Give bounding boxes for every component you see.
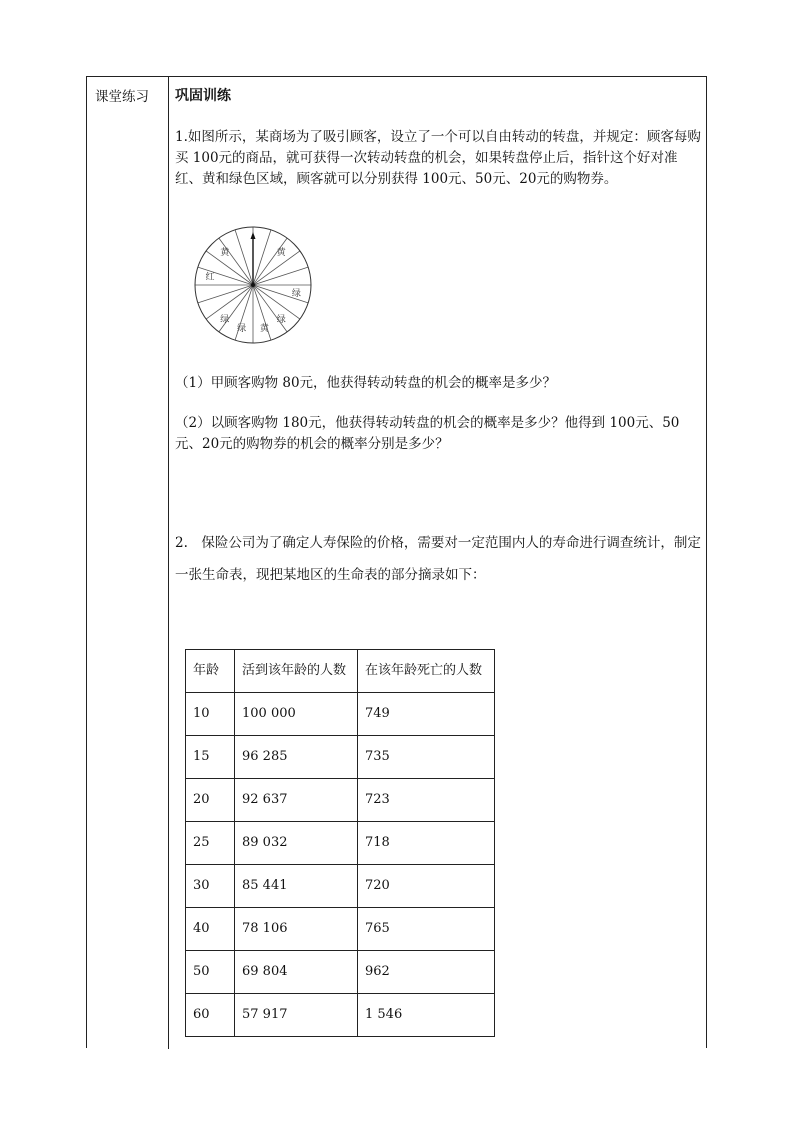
header-deaths: 在该年龄死亡的人数 — [358, 650, 495, 693]
life-table-header-row — [186, 650, 495, 693]
table-row — [186, 865, 495, 908]
spinner-divider-line — [198, 285, 253, 303]
table-row — [186, 994, 495, 1037]
table-row — [186, 693, 495, 736]
spinner-pointer-head — [251, 232, 256, 239]
spinner-divider-line — [206, 285, 253, 319]
spinner-divider-line — [253, 230, 271, 285]
problem2-text: 2. 保险公司为了确定人寿保险的价格，需要对一定范围内人的寿命进行调查统计，制定一张生命表，现把某地区的生命表的部分摘录如下： — [175, 535, 701, 583]
spinner-sector-label: 黄 — [276, 247, 286, 258]
problem1-question2: （2）以顾客购物 180元，他获得转动转盘的机会的概率是多少？他得到 100元、50元、20元的购物券的机会的概率分别是多少？ — [175, 415, 680, 452]
life-table — [185, 649, 495, 1037]
section-label: 课堂练习 — [95, 89, 149, 105]
header-survivors: 活到该年龄的人数 — [235, 650, 358, 693]
problem1-question1: （1）甲顾客购物 80元，他获得转动转盘的机会的概率是多少？ — [175, 375, 557, 391]
spinner-sector-label: 红 — [205, 272, 215, 283]
column-divider — [168, 77, 169, 1049]
cell-deaths: 723 — [358, 779, 495, 822]
cell-deaths: 1 546 — [358, 994, 495, 1037]
spinner-divider-line — [235, 230, 253, 285]
table-row — [186, 951, 495, 994]
cell-deaths: 962 — [358, 951, 495, 994]
spinner-sector-label: 绿 — [276, 315, 286, 326]
cell-age: 10 — [186, 693, 235, 736]
spinner-hub — [251, 283, 255, 287]
cell-deaths: 720 — [358, 865, 495, 908]
cell-survivors: 100 000 — [235, 693, 358, 736]
worksheet-table — [86, 76, 707, 1048]
cell-deaths: 718 — [358, 822, 495, 865]
cell-survivors: 96 285 — [235, 736, 358, 779]
cell-survivors: 92 637 — [235, 779, 358, 822]
section-title: 巩固训练 — [175, 88, 231, 104]
cell-deaths: 735 — [358, 736, 495, 779]
table-row — [186, 908, 495, 951]
cell-age: 20 — [186, 779, 235, 822]
cell-survivors: 69 804 — [235, 951, 358, 994]
spinner-divider-line — [253, 267, 308, 285]
header-age: 年龄 — [186, 650, 235, 693]
spinner-divider-line — [219, 238, 253, 285]
cell-age: 30 — [186, 865, 235, 908]
spinner-divider-line — [253, 238, 287, 285]
spinner-sector-label: 黄 — [220, 247, 230, 258]
cell-age: 40 — [186, 908, 235, 951]
cell-deaths: 749 — [358, 693, 495, 736]
cell-survivors: 57 917 — [235, 994, 358, 1037]
cell-deaths: 765 — [358, 908, 495, 951]
problem1-text: 1.如图所示，某商场为了吸引顾客，设立了一个可以自由转动的转盘，并规定：顾客每购买 100元的商品，就可获得一次转动转盘的机会，如果转盘停止后，指针这个好对准红、黄和绿色区域，顾客就可以分别获得 100元、50元、20元的购物券。 — [175, 129, 701, 187]
spinner-sector-label: 黄 — [259, 324, 269, 334]
table-row — [186, 779, 495, 822]
table-row — [186, 736, 495, 779]
cell-age: 60 — [186, 994, 235, 1037]
spinner-sector-label: 绿 — [291, 289, 301, 300]
cell-age: 50 — [186, 951, 235, 994]
cell-survivors: 85 441 — [235, 865, 358, 908]
cell-age: 15 — [186, 736, 235, 779]
spinner-sector-label: 绿 — [237, 324, 247, 334]
cell-survivors: 78 106 — [235, 908, 358, 951]
spinner-sector-label: 绿 — [220, 315, 230, 326]
cell-survivors: 89 032 — [235, 822, 358, 865]
spinner-figure — [191, 223, 315, 347]
table-row — [186, 822, 495, 865]
cell-age: 25 — [186, 822, 235, 865]
